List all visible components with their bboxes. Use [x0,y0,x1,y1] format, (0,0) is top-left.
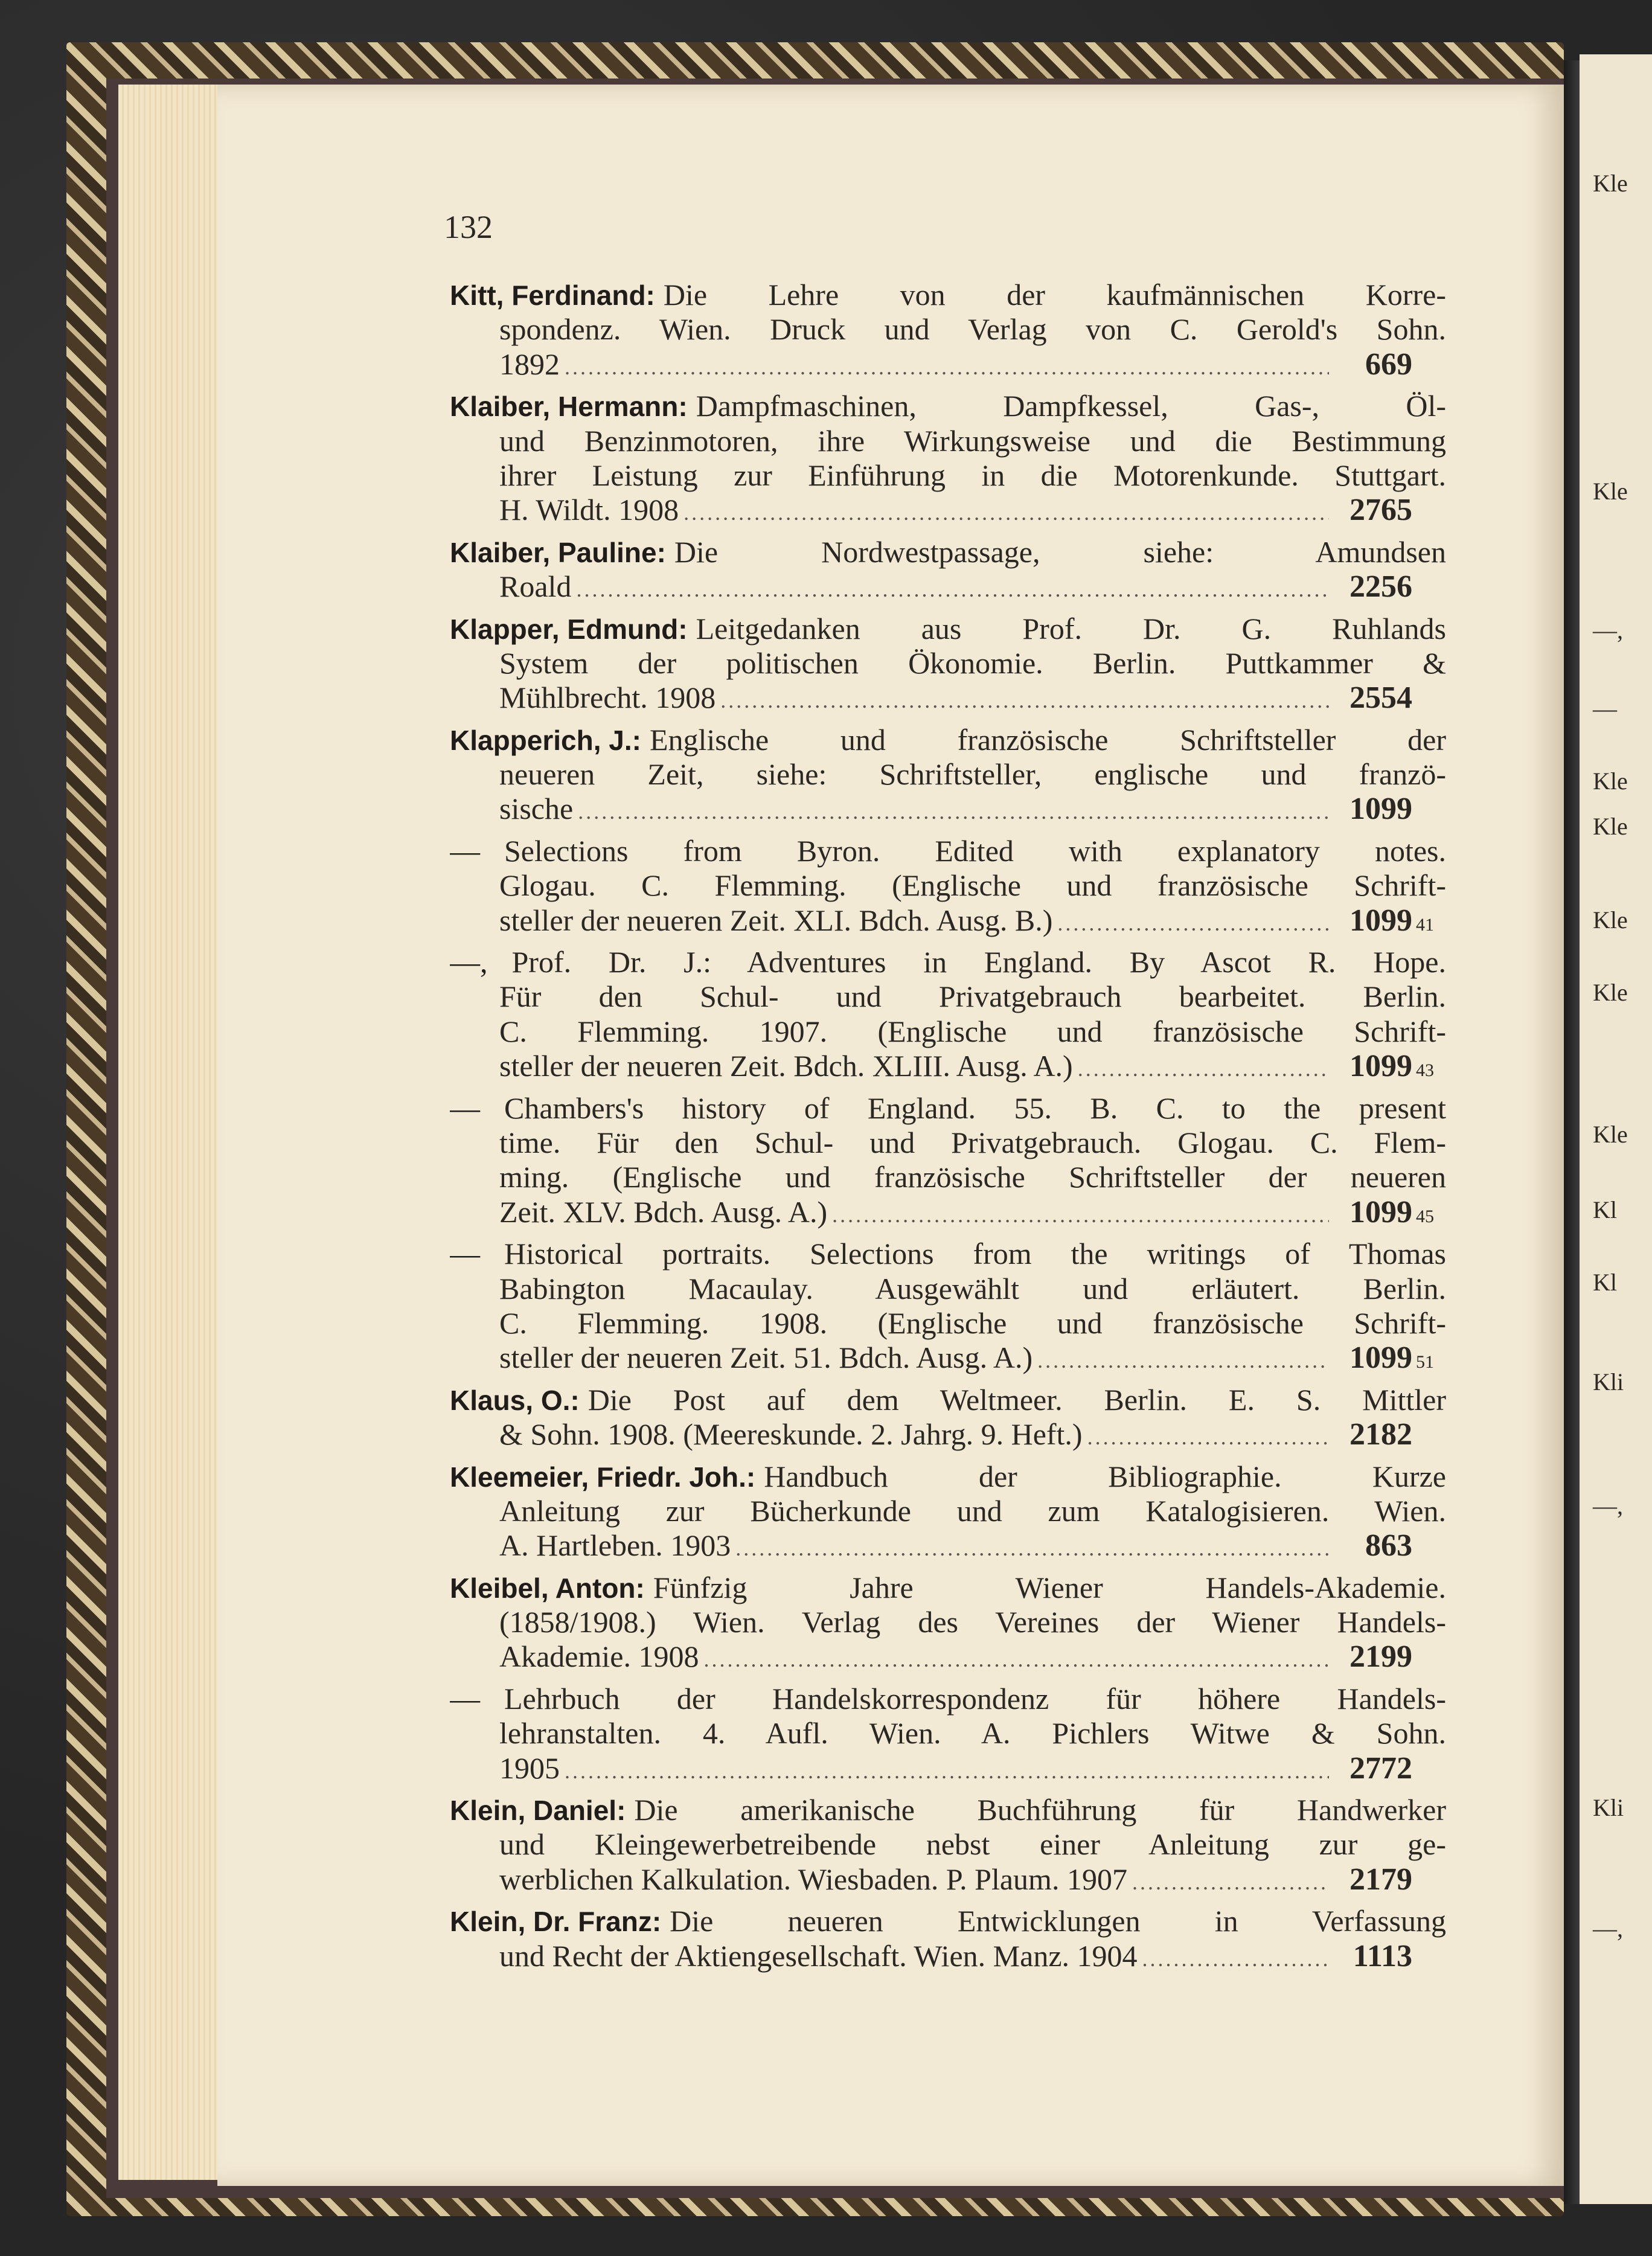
entry-text: Leitgedanken aus Prof. Dr. G. Ruhlands [696,611,1446,646]
entry-line [450,389,1446,423]
catalog-number: 2182 [1349,1417,1412,1452]
entry-line [450,1751,1446,1786]
entry-line [450,1237,1446,1271]
entry-text: Lehrbuch der Handelskorrespondenz für höhere Handels- [504,1681,1446,1716]
entry-text: Glogau. C. Flemming. (Englische und französische Schrift- [499,868,1446,903]
bibliography-entry [450,1091,1446,1230]
catalog-number: 1099 [1349,1194,1412,1229]
leader-dots [1078,1052,1329,1083]
catalog-number: 2772 [1349,1751,1412,1786]
entry-line [450,757,1446,792]
book-gutter [1564,60,1580,2204]
facing-page-text: — [1593,695,1617,722]
entry-line [450,569,1446,604]
catalog-number: 2199 [1349,1639,1412,1674]
entry-author: Kleibel, Anton: [450,1572,645,1604]
entry-line [450,723,1446,757]
catalog-number: 1113 [1353,1938,1412,1973]
catalog-subnumber: 41 [1416,914,1434,935]
entry-text: Chambers's history of England. 55. B. C. to the present [504,1091,1446,1125]
entry-line [450,1827,1446,1862]
entry-line [450,1126,1446,1160]
leader-dots [1132,1865,1329,1897]
entry-author: —, [450,945,488,979]
bibliography-entry [450,278,1446,382]
page-edges [118,85,221,2180]
leader-dots [703,1642,1329,1674]
facing-page-text: —, [1593,617,1623,644]
entry-line [450,1682,1446,1716]
facing-page-text: Kli [1593,1368,1624,1396]
entry-line [450,1904,1446,1938]
entry-line [450,1605,1446,1639]
catalog-number: 1099 [1349,1049,1412,1084]
entry-author: Klaiber, Hermann: [450,391,688,423]
facing-page-text: Kle [1593,478,1628,505]
entry-text: Die amerikanische Buchführung für Handwerker [634,1793,1446,1827]
bibliography-entry [450,1571,1446,1674]
entry-line [450,1793,1446,1827]
entry-text: 1905 [499,1751,560,1785]
entry-text: Englische und französische Schriftsteller der [649,722,1446,757]
catalog-number: 2179 [1349,1862,1412,1897]
entry-line [450,681,1446,715]
entry-text: Anleitung zur Bücherkunde und zum Katalogisieren. Wien. [499,1493,1446,1528]
facing-page-text: Kl [1593,1196,1617,1223]
entry-line [450,1494,1446,1528]
entry-text: und Benzinmotoren, ihre Wirkungsweise und die Bestimmung [499,423,1446,458]
entry-text: ming. (Englische und französische Schriftsteller der neueren [499,1160,1446,1194]
leader-dots [684,496,1329,527]
entry-text: Babington Macaulay. Ausgewählt und erläutert. Berlin. [499,1271,1446,1306]
entry-text: steller der neueren Zeit. XLI. Bdch. Ausg. B.) [499,903,1053,937]
entry-text: Die Lehre von der kaufmännischen Korre- [663,278,1446,312]
entry-author: Klapperich, J.: [450,724,641,756]
leader-dots [565,1754,1329,1786]
entry-line [450,1571,1446,1605]
entry-line [450,347,1446,382]
entry-text: Mühlbrecht. 1908 [499,681,716,715]
entry-text: sische [499,792,574,826]
facing-page-text: Kle [1593,906,1628,934]
entry-line [450,612,1446,646]
catalog-number: 2256 [1349,569,1412,604]
page-number: 132 [444,209,493,245]
bibliography-entry [450,535,1446,604]
entry-author: — [450,1091,480,1125]
entry-text: werblichen Kalkulation. Wiesbaden. P. Plaum. 1907 [499,1862,1127,1896]
entry-text: A. Hartleben. 1903 [499,1528,731,1563]
catalog-subnumber: 43 [1416,1060,1434,1081]
entry-text: Prof. Dr. J.: Adventures in England. By Ascot R. Hope. [511,945,1446,979]
entry-text: Handbuch der Bibliographie. Kurze [764,1459,1446,1493]
catalog-subnumber: 45 [1416,1206,1434,1226]
entry-line [450,1014,1446,1049]
entry-line [450,792,1446,826]
entry-text: Selections from Byron. Edited with explanatory notes. [504,833,1446,868]
bibliography-entry [450,945,1446,1084]
leader-dots [1142,1942,1329,1973]
entry-text: und Recht der Aktiengesellschaft. Wien. Manz. 1904 [499,1938,1138,1973]
entry-text: spondenz. Wien. Druck und Verlag von C. Gerold's Sohn. [499,312,1446,347]
entry-line [450,1862,1446,1897]
entry-text: Für den Schul- und Privatgebrauch bearbeitet. Berlin. [499,979,1446,1014]
bibliography-entry [450,723,1446,827]
entry-text: Dampfmaschinen, Dampfkessel, Gas-, Öl- [696,389,1446,423]
entry-line [450,1383,1446,1417]
leader-dots [576,572,1329,604]
leader-dots [1057,906,1329,938]
entry-text: und Kleingewerbetreibende nebst einer Anleitung zur ge- [499,1827,1446,1862]
facing-page-fragment [1580,54,1652,2204]
entry-line [450,1160,1446,1194]
entry-text: steller der neueren Zeit. Bdch. XLIII. Ausg. A.) [499,1049,1073,1083]
entry-line [450,1195,1446,1229]
entry-author: — [450,1681,480,1716]
entry-author: Klaus, O.: [450,1384,580,1416]
entry-line [450,868,1446,903]
catalog-number: 1099 [1349,1341,1412,1376]
entry-line [450,1341,1446,1375]
entry-line [450,1049,1446,1083]
catalog-number: 1099 [1349,903,1412,938]
facing-page-text: Kle [1593,170,1628,197]
entry-text: lehranstalten. 4. Aufl. Wien. A. Pichlers Witwe & Sohn. [499,1716,1446,1751]
entry-text: (1858/1908.) Wien. Verlag des Vereines der Wiener Handels- [499,1605,1446,1639]
bibliography-entries [450,278,1446,1981]
facing-page-text: Kle [1593,979,1628,1006]
facing-page-text: Kle [1593,813,1628,840]
bibliography-entry [450,1793,1446,1897]
bibliography-entry [450,1682,1446,1786]
entry-line [450,493,1446,527]
catalog-number: 1099 [1349,792,1412,827]
bibliography-entry [450,1460,1446,1563]
entry-line [450,1528,1446,1563]
entry-line [450,278,1446,312]
entry-line [450,312,1446,347]
entry-author: Klein, Daniel: [450,1795,626,1827]
entry-author: Kitt, Ferdinand: [450,280,655,311]
leader-dots [832,1198,1329,1229]
entry-author: — [450,1237,480,1271]
facing-page-text: Kl [1593,1269,1617,1296]
entry-text: neueren Zeit, siehe: Schriftsteller, englische und franzö- [499,757,1446,792]
catalog-number: 863 [1365,1528,1412,1563]
entry-text: time. Für den Schul- und Privatgebrauch. Glogau. C. Flem- [499,1125,1446,1159]
entry-text: 1892 [499,347,560,381]
entry-text: & Sohn. 1908. (Meereskunde. 2. Jahrg. 9. Heft.) [499,1417,1083,1452]
catalog-number: 2554 [1349,681,1412,716]
entry-text: H. Wildt. 1908 [499,493,679,527]
entry-text: ihrer Leistung zur Einführung in die Motorenkunde. Stuttgart. [499,458,1446,492]
facing-page-text: —, [1593,1492,1623,1519]
bibliography-entry [450,1383,1446,1452]
leader-dots [1087,1420,1329,1452]
entry-line [450,458,1446,493]
entry-text: C. Flemming. 1908. (Englische und französische Schrift- [499,1306,1446,1340]
leader-dots [565,350,1329,382]
facing-page-text: Kle [1593,767,1628,795]
entry-line [450,1939,1446,1973]
leader-dots [735,1531,1329,1563]
entry-line [450,1306,1446,1341]
entry-text: Fünfzig Jahre Wiener Handels-Akademie. [653,1570,1446,1604]
catalog-subnumber: 51 [1416,1352,1434,1373]
entry-line [450,1460,1446,1494]
entry-author: — [450,833,480,868]
entry-text: C. Flemming. 1907. (Englische und französische Schrift- [499,1014,1446,1048]
entry-line [450,1272,1446,1306]
facing-page-text: Kle [1593,1121,1628,1148]
entry-text: steller der neueren Zeit. 51. Bdch. Ausg. A.) [499,1341,1033,1375]
entry-text: Die Post auf dem Weltmeer. Berlin. E. S. Mittler [587,1382,1446,1417]
leader-dots [1037,1344,1329,1375]
entry-text: System der politischen Ökonomie. Berlin. Puttkammer & [499,646,1446,680]
entry-text: Akademie. 1908 [499,1639,699,1674]
entry-line [450,1716,1446,1751]
entry-text: Zeit. XLV. Bdch. Ausg. A.) [499,1194,828,1229]
entry-author: Klapper, Edmund: [450,613,688,645]
bibliography-entry [450,1904,1446,1973]
entry-author: Klaiber, Pauline: [450,536,666,568]
bibliography-entry [450,389,1446,528]
facing-page-text: Kli [1593,1794,1624,1821]
bibliography-entry [450,834,1446,938]
entry-text: Roald [499,569,572,604]
entry-line [450,1417,1446,1452]
bibliography-entry [450,1237,1446,1376]
entry-author: Kleemeier, Friedr. Joh.: [450,1461,756,1493]
entry-line [450,979,1446,1014]
entry-line [450,646,1446,681]
bibliography-entry [450,612,1446,716]
leader-dots [720,684,1329,715]
facing-page-text: —, [1593,1915,1623,1942]
entry-line [450,1639,1446,1674]
entry-author: Klein, Dr. Franz: [450,1906,662,1938]
catalog-number: 669 [1365,347,1412,382]
entry-line [450,903,1446,938]
entry-line [450,535,1446,569]
entry-text: Historical portraits. Selections from the writings of Thomas [504,1237,1446,1271]
catalog-number: 2765 [1349,493,1412,528]
entry-text: Die Nordwestpassage, siehe: Amundsen [674,534,1446,569]
leader-dots [578,795,1329,826]
entry-line [450,1091,1446,1126]
entry-line [450,945,1446,979]
entry-text: Die neueren Entwicklungen in Verfassung [670,1904,1446,1938]
entry-line [450,424,1446,458]
entry-line [450,834,1446,868]
